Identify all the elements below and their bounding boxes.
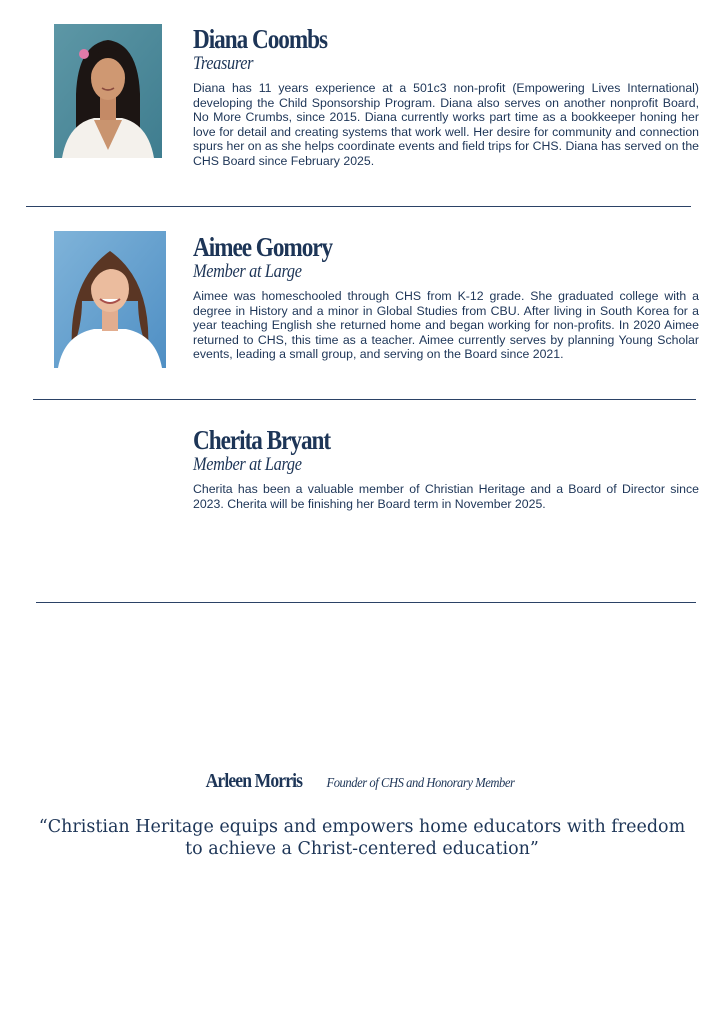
member-role: Treasurer: [193, 53, 254, 74]
founder-name: Arleen Morris: [206, 770, 303, 792]
member-bio: Cherita has been a valuable member of Christian Heritage and a Board of Director since 2023. Cherita will be finishing her Board term in November 2025.: [193, 482, 699, 511]
aimee-portrait-photo: [54, 231, 166, 368]
section-divider: [26, 206, 691, 207]
member-name: Cherita Bryant: [193, 425, 331, 455]
member-name: Diana Coombs: [193, 24, 328, 54]
mission-quote: “Christian Heritage equips and empowers home educators with freedom to achieve a Christ-centered education”: [38, 817, 686, 859]
member-bio: Diana has 11 years experience at a 501c3 non-profit (Empowering Lives International) developing the Child Sponsorship Program. Diana also serves on another nonprofit Board, No More Crumbs, since 2015. Diana currently works part time as a bookkeeper honing her love for detail and creating systems that work well. Her desire for community and connection spurs her on as she helps coordinate events and field trips for CHS. Diana has served on the CHS Board since February 2025.: [193, 81, 699, 168]
member-bio: Aimee was homeschooled through CHS from K-12 grade. She graduated college with a degree in History and a minor in Global Studies from CBU. After living in South Korea for a year teaching English she returned home and began working for non-profits. In 2020 Aimee returned to CHS, this time as a teacher. Aimee currently serves by planning Young Scholar events, leading a small group, and serving on the Board since 2021.: [193, 289, 699, 362]
section-divider: [33, 399, 696, 400]
member-name: Aimee Gomory: [193, 232, 333, 262]
diana-portrait-photo: [54, 24, 162, 158]
section-divider: [36, 602, 696, 603]
founder-credit: [0, 770, 724, 793]
member-role: Member at Large: [193, 454, 302, 475]
member-role: Member at Large: [193, 261, 302, 282]
founder-title: Founder of CHS and Honorary Member: [326, 776, 515, 791]
